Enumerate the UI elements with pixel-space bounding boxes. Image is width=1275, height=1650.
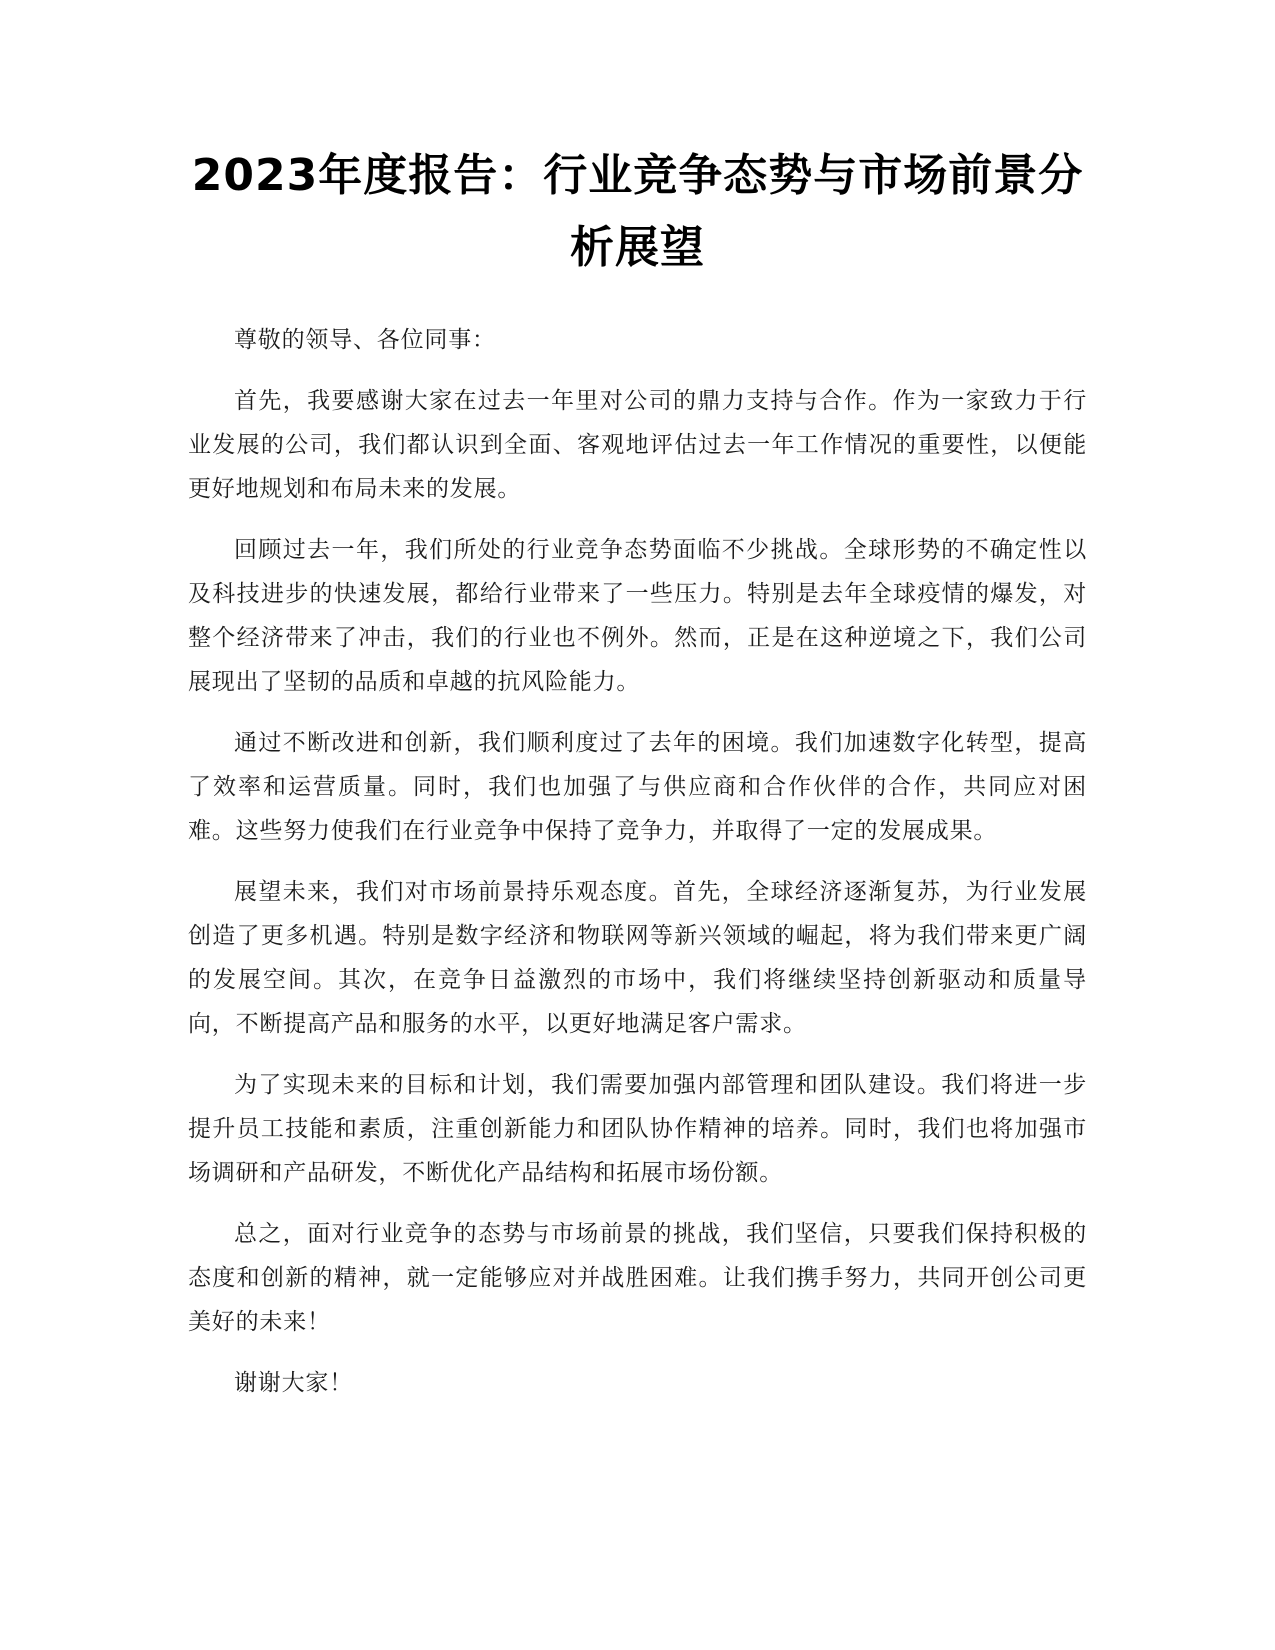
title-line-1: 2023年度报告：行业竞争态势与市场前景分 bbox=[191, 150, 1084, 201]
document-body bbox=[188, 318, 1087, 1422]
closing: 谢谢大家！ bbox=[234, 1370, 353, 1396]
paragraph-6: 总之，面对行业竞争的态势与市场前景的挑战，我们坚信，只要我们保持积极的态度和创新的精神，就一定能够应对并战胜困难。让我们携手努力，共同开创公司更美好的未来！ bbox=[188, 1221, 1087, 1335]
document-title bbox=[180, 140, 1095, 284]
paragraph-3: 通过不断改进和创新，我们顺利度过了去年的困境。我们加速数字化转型，提高了效率和运营质量。同时，我们也加强了与供应商和合作伙伴的合作，共同应对困难。这些努力使我们在行业竞争中保持了竞争力，并取得了一定的发展成果。 bbox=[188, 730, 1087, 844]
paragraph-4: 展望未来，我们对市场前景持乐观态度。首先，全球经济逐渐复苏，为行业发展创造了更多机遇。特别是数字经济和物联网等新兴领域的崛起，将为我们带来更广阔的发展空间。其次，在竞争日益激烈的市场中，我们将继续坚持创新驱动和质量导向，不断提高产品和服务的水平，以更好地满足客户需求。 bbox=[188, 879, 1087, 1037]
paragraph-1: 首先，我要感谢大家在过去一年里对公司的鼎力支持与合作。作为一家致力于行业发展的公司，我们都认识到全面、客观地评估过去一年工作情况的重要性，以便能更好地规划和布局未来的发展。 bbox=[188, 388, 1087, 502]
salutation: 尊敬的领导、各位同事： bbox=[234, 327, 496, 353]
title-line-2: 析展望 bbox=[570, 222, 705, 273]
paragraph-5: 为了实现未来的目标和计划，我们需要加强内部管理和团队建设。我们将进一步提升员工技能和素质，注重创新能力和团队协作精神的培养。同时，我们也将加强市场调研和产品研发，不断优化产品结构和拓展市场份额。 bbox=[188, 1072, 1087, 1186]
paragraph-2: 回顾过去一年，我们所处的行业竞争态势面临不少挑战。全球形势的不确定性以及科技进步的快速发展，都给行业带来了一些压力。特别是去年全球疫情的爆发，对整个经济带来了冲击，我们的行业也不例外。然而，正是在这种逆境之下，我们公司展现出了坚韧的品质和卓越的抗风险能力。 bbox=[188, 537, 1087, 695]
